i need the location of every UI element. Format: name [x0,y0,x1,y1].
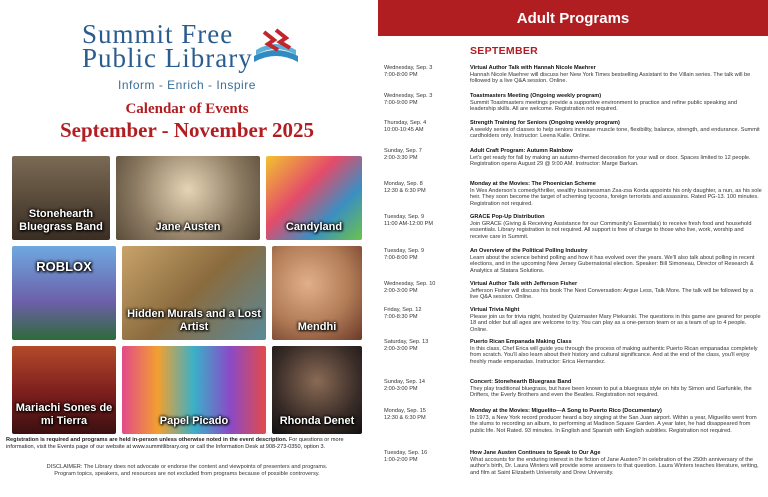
tile-caption: ROBLOX [36,259,92,274]
event-title: Virtual Author Talk with Hannah Nicole Maehrer [470,65,596,71]
registration-notice [6,437,368,451]
event-day: Thursday, Sep. 4 [384,120,427,126]
event-date [384,120,466,134]
calendar-subtitle: Calendar of Events [125,101,249,117]
event-desc: Please join us for trivia night, hosted by Quizmaster Mary Piekarski. The questions in this game are geared for people 18 and older but all ages are welcome to try. You can play as a one-person team or as a team of up to 4 people. Online. [470,313,761,333]
calendar-heading [0,100,374,142]
event-date [384,214,466,228]
event-date [384,65,466,79]
event-day: Friday, Sep. 12 [384,307,422,313]
event-time: 7:00-8:00 PM [384,71,418,78]
event-desc: Let's get ready for fall by making an autumn-themed decoration for your wall or door. Spaces limited to 12 people. Registration opens August 29 @ 9:00 AM. Instructor: Marge Barkan. [470,154,751,168]
tile-caption: Rhonda Denet [279,415,355,427]
event-time: 2:00-3:00 PM [384,345,418,352]
tile-mendhi [272,246,362,340]
event-time: 7:00-8:30 PM [384,313,418,320]
event-date [384,248,466,262]
event-date [384,307,466,321]
event-day: Monday, Sep. 8 [384,181,423,187]
event-title: Concert: Stonehearth Bluegrass Band [470,379,572,385]
event-desc: What accounts for the enduring interest in the fiction of Jane Austen? In celebration of the 250th anniversary of the author's birth, Dr. Laura Winters will provide some answers to that question. Laura Winters teaches literature, writing, and film at Saint Elizabeth University and Drew University. [470,456,759,476]
event-date [384,93,466,107]
event-desc: Hannah Nicole Maehrer will discuss her New York Times bestselling Assistant to the Villain series. The talk will be followed by a live Q&A session. Online. [470,71,751,85]
library-name-line1: Summit Free [82,19,234,49]
event-body [470,214,762,240]
event-body [470,120,762,140]
event-day: Wednesday, Sep. 3 [384,93,433,99]
event-time: 2:00-3:00 PM [384,385,418,392]
event-desc: In this class, Chef Erica will guide you through the process of making authentic Puerto Rican empanadas completely from scratch. You'll also learn about their history and cultural significance. And at the end of the class, you'll enjoy freshly made empanadas. Instructor: Erica Hernandez. [470,345,758,365]
left-column [0,0,374,497]
calendar-range: September - November 2025 [59,118,315,142]
event-title: Virtual Trivia Night [470,307,520,313]
tile-roblox [12,246,116,340]
event-body [470,450,762,476]
event-day: Sunday, Sep. 14 [384,379,425,385]
tile-papel-picado [122,346,266,434]
event-day: Tuesday, Sep. 9 [384,248,425,254]
event-body [470,148,762,168]
event-body [470,281,762,301]
month-heading: SEPTEMBER [470,45,539,57]
tile-mariachi [12,346,116,434]
event-day: Wednesday, Sep. 10 [384,281,436,287]
disclaimer-line1: DISCLAIMER: The Library does not advocate or endorse the content and viewpoints of presenters and programs. [46,464,328,470]
library-name-line2: Public Library [82,43,253,73]
event-day: Sunday, Sep. 7 [384,148,422,154]
event-time: 7:00-8:00 PM [384,254,418,261]
event-body [470,248,762,274]
event-time: 1:00-2:00 PM [384,456,418,463]
event-day: Monday, Sep. 15 [384,408,426,414]
event-desc: Learn about the science behind polling and how it has evolved over the years. We'll also talk about polling in recent elections, and in the upcoming New Jersey Gubernatorial election. Speaker: Bill Simoneau, Director of Research & Analytics at Statara Solutions. [470,254,755,274]
event-time: 2:00-3:30 PM [384,154,418,161]
disclaimer [6,464,368,478]
event-title: Adult Craft Program: Autumn Rainbow [470,148,573,154]
event-desc: In Wes Anderson's comedy/thriller, wealthy businessman Zsa-zsa Korda appoints his only daughter, a nun, as his sole heir. They soon become the target of scheming tycoons, foreign terrorists and assassins. Rated PG-13. 100 minutes. Registration not required. [470,187,762,207]
event-day: Saturday, Sep. 13 [384,339,429,345]
event-desc: They play traditional bluegrass, but have been known to put a bluegrass style on hits by Simon and Garfunkle, the Drifters, the Everly Brothers and even the Beatles. Registration not required. [470,385,752,399]
tile-caption: Mendhi [297,321,337,333]
tile-caption: Candyland [285,221,343,233]
tile-jane-austen [116,156,260,240]
event-date [384,148,466,162]
event-photo-grid [12,156,362,466]
tile-rhonda-denet [272,346,362,434]
disclaimer-line2: Program topics, speakers, and resources are not excluded from programs because of possible controversy. [54,471,320,477]
event-body [470,379,762,399]
event-day: Tuesday, Sep. 16 [384,450,428,456]
book-logo-icon [250,26,302,74]
event-title: Strength Training for Seniors (Ongoing weekly program) [470,120,620,126]
tile-hidden-murals [122,246,266,340]
event-title: GRACE Pop-Up Distribution [470,214,545,220]
event-date [384,281,466,295]
notice-bold: Registration is required and programs are held in-person unless otherwise noted in the event description. [6,437,288,443]
event-time: 12:30 & 6:30 PM [384,187,426,194]
event-date [384,339,466,353]
tile-candyland [266,156,362,240]
event-title: Monday at the Movies: Miguelito—A Song to Puerto Rico (Documentary) [470,408,662,414]
event-body [470,65,762,85]
event-body [470,93,762,113]
event-title: Puerto Rican Empanada Making Class [470,339,572,345]
event-time: 10:00-10:45 AM [384,126,424,133]
tile-stonehearth [12,156,110,240]
event-desc: Join GRACE (Giving & Receiving Assistance for our Community's Essentials) to receive fresh food and household essentials. Library registration is not required. All support is free of charge to those who live, work, worship and receive care in Summit. [470,220,752,240]
event-body [470,339,762,365]
tile-caption: Hidden Murals and a Lost Artist [127,308,261,333]
event-body [470,307,762,333]
adult-programs-banner: Adult Programs [378,0,768,36]
event-date [384,181,466,195]
event-title: Virtual Author Talk with Jefferson Fisher [470,281,578,287]
event-desc: Summit Toastmasters meetings provide a supportive environment to practice and refine public speaking and leadership skills. All are welcome. Registration not required. [470,99,737,113]
event-desc: Jefferson Fisher will discuss his book The Next Conversation: Argue Less, Talk More. The talk will be followed by a live Q&A session. Online. [470,287,754,301]
right-column [378,0,768,497]
event-title: How Jane Austen Continues to Speak to Our Age [470,450,601,456]
event-day: Wednesday, Sep. 3 [384,65,433,71]
tile-caption: Jane Austen [155,221,221,233]
tile-caption: Mariachi Sones de mi Tierra [15,402,113,427]
event-desc: In 1973, a New York record producer heard a boy singing at the San Juan airport. Within a year, Miguelito went from the slums to recording an album, to performing at Madison Square Garden. A year later, he had disappeared from public life. Not Rated. 93 minutes. In English and Spanish with English subtitles. Registration not required. [470,414,757,434]
event-time: 2:00-3:00 PM [384,287,418,294]
notice-rest: For questions or more information, visit the Events page of our website at www.summitlibrary.org or call the Information Desk at 908-273-0350, option 3. [6,437,344,450]
event-title: Toastmasters Meeting (Ongoing weekly program) [470,93,602,99]
event-date [384,379,466,393]
event-time: 7:00-9:00 PM [384,99,418,106]
event-day: Tuesday, Sep. 9 [384,214,425,220]
event-time: 11:00 AM-12:00 PM [384,220,434,227]
event-time: 12:30 & 6:30 PM [384,414,426,421]
tile-caption: Stonehearth Bluegrass Band [19,208,103,233]
event-desc: A weekly series of classes to help seniors increase muscle tone, flexibility, balance, strength, and endurance. Summit cardholders only. Instructor: Leena Kalle. Online. [470,126,760,140]
event-body [470,181,762,207]
tile-caption: Papel Picado [159,415,229,427]
event-title: Monday at the Movies: The Phoenician Scheme [470,181,596,187]
library-tagline: Inform - Enrich - Inspire [118,78,256,92]
event-date [384,408,466,422]
event-body [470,408,762,434]
event-date [384,450,466,464]
event-title: An Overview of the Political Polling Industry [470,248,588,254]
